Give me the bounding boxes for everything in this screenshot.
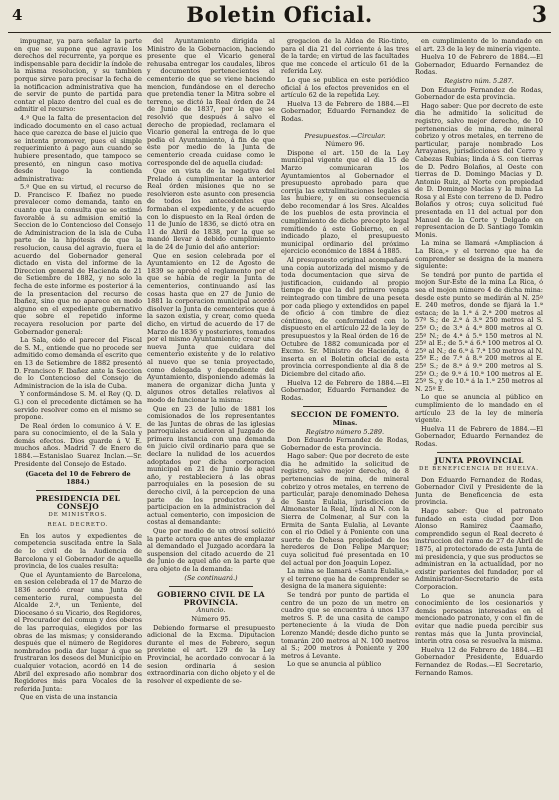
column-1: [14, 38, 142, 794]
budget-heading: Presupuestos.—Circular.: [304, 131, 386, 140]
column-3: [281, 38, 409, 794]
paragraph: Lo que se anuncia al público en cumplimiento de lo mandado en el artículo 23 de la ley de minería vigente.: [415, 393, 543, 425]
paragraph: Hago saber: Que el patronato fundado en esta ciudad por Don Alonso Ramirez Caamaño, comprendido segun el Real decreto é instruccion del ramo de 27 de Abril de 1875, al protectorado de esta Junta de mi presidencia, y que sus productos se administran en la actualidad, por no existir parientes del fundador, por el Administrador-Secretario de esta Corporacion.: [415, 507, 543, 591]
paragraph: gregacion de la Aldea de Rio-tinto, para el dia 21 del corriente á las tres de la tarde; en virtud de las facultades que me concede el artículo 61 de la referida Ley.: [281, 38, 409, 76]
paragraph: Que por medio de un otrosí solicitó la parte actora que antes de emplazar al demandado el Juzgado acordara la suspension del citado acuerdo de 21 de Junio de aquel año en la parte que era objeto de la demanda:: [147, 527, 275, 573]
paragraph: Hago saber: Que por decreto de este dia he admitido la solicitud de registro, salvo mejor derecho, de 8 pertenencias de mina, de mineral cobrizo y otros metales, en terreno de particular, paraje denominado Dehesa de Santa Eulalia, jurisdiccion de Almonaster la Real, linda al N. con la Sierra de Colmenar, al Sur con la Ermita de Santa Eulalia, al Levante con el rio Odiel y á Poniente con una suerte de Dehesa propiedad de los herederos de Don Felipe Marquer; cuya solicitud fué presentada en 10 del actual por don Joaquin Lopez.: [281, 452, 409, 567]
paragraph: Huelva 10 de Febrero de 1884.—El Gobernador, Eduardo Fernandez de Rodas.: [415, 53, 543, 77]
divider: [303, 406, 387, 407]
paragraph: Que el Ayuntamiento de Barcelona, en sesion celebrada el 17 de Marzo de 1836 acordó crear una Junta de cementerio rural, compuesta del Alcalde 2.º, un Teniente, del Diocesano ó su Vicario, dos Regidores, el Procurador del comun y dos oberos de las parroquias, elegidos por las obras de las mismas; y considerando después que el número de Regidores nombrados podia dar lugar á que se frustraran los deseos del Municipio en cualquier votacion, acordó en 14 de Abril del expresado año nombrar dos Regidores más para Vocales de la referida Junta:: [14, 570, 142, 693]
paragraph: Don Eduardo Fernandez de Rodas, Gobernador de esta provincia.: [415, 85, 543, 102]
paragraph: Hago saber: Que por decreto de este dia he admitido la solicitud de registro, salvo mejor derecho, de 10 pertenencias de mina, de mineral cobrizo y otros metales, en terreno de particular, paraje nombrado Los Arrayanes, jurisdicciones del Cerro y Cabezas Rubias; linda á S. con tierras de D. Pedro Bolaños, al Oeste con tierras de D. Domingo Macias y D. Antonio Ruiz, al Norte con propiedad de D. Domingo Macias y la mina La Rosa y al Este con terreno de D. Pedro Bolaños y otros; cuya solicitud fué presentada en 11 del actual por don Manuel de la Corte y Delgado en representacion de D. Santiago Tomkin Monis.: [415, 101, 543, 239]
paragraph: De Real órden lo comunico á V. E. para su conocimiento, el de la Sala y demás efectos. Dios guarde á V. E. muchos años. Madrid 7 de Enero de 1884.—Estanislao Suarez Inclan.—Sr. Presidente del Consejo de Estado.: [14, 421, 142, 468]
number-label: Número 96.: [325, 140, 365, 149]
page-header: [0, 0, 559, 36]
section-heading: PRESIDENCIA DEL CONSEJO: [35, 494, 121, 512]
paragraph: Huelva 12 de Febrero de 1884.—El Gobernador, Eduardo Fernandez de Rodas.: [281, 378, 409, 402]
paragraph: Lo que se anuncia al público: [287, 660, 382, 669]
paragraph: Lo que se publica en este periódico oficial á los efectos prevenidos en el artículo 62 de la repetida Ley.: [281, 75, 409, 100]
paragraph: Don Eduardo Fernandez de Rodas, Gobernador de esta provincia.: [281, 436, 409, 452]
decree-label: REAL DECRETO.: [47, 522, 109, 529]
paragraph: Que en sesion celebrada por el Ayuntamiento en 12 de Agosto de 1839 se aprobó el reglamento por el que se había de regir la Junta de cementerios, continuando así las cosas hasta que en 27 de Junio de 1881 la corporacion municipal acordó disolver la Junta de cementerios que á la sazon existia, y crear, como queda dicho, en virtud de acuerdo de 17 de Marzo de 1836 y posteriores, tomados por el mismo Ayuntamiento; crear una nueva Junta que cuidara del cementerio existente y de lo relativo al nuevo que se tenia proyectado, como delegada y dependiente del Ayuntamiento, disponiendo además la manera de organizar dicha Junta y algunos otros detalles relativos al modo de funcionar la misma:: [147, 251, 275, 404]
paragraph: Se tendrá por punto de partida el centro de un pozo de un metro en cuadro que se encuentra á unos 137 metros S. P. de una casita de campo perteneciente á la viuda de Don Lorenzo Mandé; desde dicho punto se tomarán 200 metros al N. 100 metros al S.; 200 metros á Poniente y 200 metros á Levante.: [281, 590, 409, 660]
paragraph: Debiendo formarse el presupuesto adicional de la Excma. Diputacion durante el mes de Febrero, segun previene el art. 129 de la Ley Provincial, he acordado convocar á la sesion ordinaria á sesion extraordinaria con dicho objeto y el de resolver el expediente de se-: [147, 623, 275, 685]
paragraph: Huelva 13 de Febrero de 1884.—El Gobernador, Eduardo Fernandez de Rodas.: [281, 99, 409, 123]
section-heading: SECCION DE FOMENTO.: [290, 410, 400, 420]
page-number-right: 3: [531, 2, 547, 28]
section-heading: GOBIERNO CIVIL DE LA PROVINCIA.: [157, 590, 265, 607]
paragraph: Huelva 11 de Febrero de 1884.—El Gobernador, Eduardo Fernandez de Rodas.: [415, 424, 543, 448]
paragraph: En los autos y expedientes de competencia suscitada entre la Sala de lo civil de la Audiencia de Barcelona y el Gobernador de aquella provincia, de los cuales resulta:: [14, 531, 142, 571]
paragraph: Se tendrá por punto de partida el mojon Sur-Este de la mina La Rica, ó sea el mojon número 4 de dicha mina: desde este punto se medirán al N. 25º E. 240 metros, donde se fijará la 1.ª estaca; de la 1.ª á 2.ª 200 metros al 57º S.; de 2.ª á 3.ª 250 metros al S. 25º O.; de 3.ª á 4.ª 800 metros al O. 25º N.; de 4.ª á 5.ª 150 metros al N. 25º al E.; de 5.ª á 6.ª 100 metros al O. 25º al N.; de 6.ª á 7.ª 150 metros al N. 25º E.; de 7.ª á 8.ª 200 metros al E. 25º S.; de 8.ª á 9.ª 200 metros al S. 25º O.; de 9.ª á 10.ª 100 metros al E. 25º S., y de 10.ª á la 1.ª 250 metros al N. 25º E.: [415, 270, 543, 393]
paragraph: Dispone el art. 150 de la Ley municipal vigente que el dia 15 de Marzo comunicaran los Ayuntamientos al Gobernador el presupuesto aprobado para que corrija las extralimitaciones legales si las hubiere, y en su consecuencia debo recomendar á los Sres. Alcaldes de los pueblos de esta provincia el cumplimiento de dicho precepto legal remitiendo á este Gobierno, en el indicado plazo, el presupuesto municipal ordinario del próximo ejercicio económico de 1884 á 1885.: [281, 148, 409, 256]
continuation-note: (Se continuará.): [184, 573, 238, 582]
paragraph: Que en vista de una instancia: [20, 693, 118, 702]
paragraph: Y conformándose S. M. el Rey (Q. D. G.) con el precedente dictámen se ha servido resolver como en el mismo se propone.: [14, 390, 142, 422]
column-4: [415, 38, 543, 794]
announcement-label: Anuncio.: [196, 606, 226, 615]
number-label: Número 95.: [191, 614, 231, 623]
paragraph: Al presupuesto original acompañará una copia autorizada del mismo y de toda documentacion que sirva de justificacion, cuidando al propio tiempo de que la del primero venga reintegrado con timbre de una peseta por cada pliego y extendidos en papel de oficio á con timbre de diez céntimos, de conformidad con lo dispuesto en el artículo 22 de la ley de presupuestos y la Real órden de 16 de Octubre de 1882 comunicada por el Excmo. Sr. Ministro de Hacienda, é inserta en el Boletin oficial de esta provincia correspondiente al dia 8 de Diciembre del citado año.: [281, 256, 409, 378]
page-number-left: 4: [12, 6, 23, 24]
paragraph: Huelva 12 de Febrero de 1884.—El Gobernador Presidente, Eduardo Fernandez de Rodas.—El Secretario, Fernando Ramos.: [415, 645, 543, 677]
paragraph: 4.º Que la falta de presentacion del indicado documento en el caso actual hace que carezca de base el juicio que se intenta promover, pues el simple requerimiento á pago aun cuando se hubiere presentado, que tampoco se presentó, en ningun caso motiva desde luego la contienda administrativa:: [14, 113, 142, 183]
gazette-citation: (Gaceta del 10 de Febrero de 1884.): [25, 470, 131, 486]
section-subheading: DE MINISTROS.: [48, 511, 108, 518]
paragraph: 5.º Que en su virtud, el recurso de D. Francisco F. Ibañez no puede prevalecer como demanda, tanto en cuanto que la consulta que se estimó favorable á su admision emitió la Seccion de lo Contencioso del Consejo de Administracion de la isla de Cuba parte de la hipótesis de que la resolucion, causa del agravio, fuera el acuerdo del Gobernador general dictado en vista del informe de la Direccion general de Hacienda de 21 de Setiembre de 1882, y no solo la fecha de este informe es posterior á la de la presentacion del recurso de Ibañez, sino que no aparece en modo alguno en el expediente gubernativo que sobre el repetido informe recayera resolucion por parte del Gobernador general:: [14, 183, 142, 336]
registry-label: Registro núm. 5.287.: [444, 76, 514, 85]
paragraph: Que en vista de la negativa del Prelado á cumplimentar la anterior Real órden misiones que no se resolvieron este asunto con presencia de todos los antecedentes que formaban el expediente, y de acuerdo con lo dispuesto en la Real órden de 11 de Junio de 1836, se dictó otra en 11 de Abril de 1838, por la que se mandó llevar á debido cumplimiento la de 24 de Junio del año anterior:: [147, 167, 275, 252]
section-subheading: DE BENEFICENCIA DE HUELVA.: [418, 466, 540, 473]
paragraph: La Sala, oido el parecer del Fiscal de S. M., entiende que no procede ser admitido como demanda el escrito que en 13 de Setiembre de 1882 presentó D. Francisco F. Ibañez ante la Seccion de lo Contencioso del Consejo de Administracion de la isla de Cuba.: [14, 336, 142, 390]
paragraph: Lo que se anuncia para conocimiento de los cesionarios y demás personas interesadas en el mencionado patronato, y con el fin de evitar que nadie pueda percibir sus rentas más que la Junta provincial, interin otra cosa se resuelva la misma.: [415, 591, 543, 646]
divider: [36, 490, 120, 491]
column-2: [147, 38, 275, 794]
header-rule: [8, 32, 551, 33]
paragraph: Que en 23 de Julio de 1881 los comisionados de los representantes de las Juntas de obras de las iglesias parroquiales acudieron al Juzgado de primera instancia con una demanda en juicio civil ordinario para que se declare la nulidad de los acuerdos adoptados por dicha corporacion municipal en 21 de Junio de aquel año, y restableciera á las obras parroquiales en la posesion de su derecho civil, á la percepcion de una parte de los productos y á participacion en la administracion del actual cementerio, con imposicion de costas al demandante:: [147, 404, 275, 527]
page-title: Boletin Oficial.: [186, 2, 373, 27]
section-heading: JUNTA PROVINCIAL: [434, 456, 524, 466]
divider: [169, 586, 253, 587]
paragraph: impugnar, ya para señalar la parte en que se supone que agravie los derechos del recurrente, ya porque es indispensable para decidir la índole de la misma resolucion, y su tambien porque sirve para precisar la fecha de la notificacion administrativa que ha de servir de punto de partida para contar el plazo dentro del cual es de admitir el recurso:: [14, 38, 142, 114]
paragraph: La mina se llamará «Ampliacion á La Rica,» y el terreno que ha de comprender se designa de la manera siguiente:: [415, 239, 543, 271]
paragraph: del Ayuntamiento dirigida al Ministro de la Gobernacion, haciendo presente que el Vicario general rehusaba entregar los caudales, libros y documentos pertenecientes al cementerio de que se viene haciendo mencion, fundándose en el derecho que pretendia tener la Mitra sobre el terreno, se dictó la Real órden de 24 de Junio de 1837, por la que se resolvió que después á salvo el derecho de propiedad, reclamara el Vicario general la entrega de lo que pedia el Ayuntamiento, á fin de que éste por medio de la Junta de cementerio creada cuidase como le corresponde del de aquella ciudad:: [147, 38, 275, 167]
paragraph: Don Eduardo Fernandez de Rodas, Gobernador Civil y Presidente de la Junta de Beneficencia de esta provincia.: [415, 475, 543, 507]
paragraph: La mina se llamará «Santa Eulalia,» y el terreno que ha de comprender se designa de la manera siguiente:: [281, 567, 409, 591]
divider: [437, 452, 521, 453]
mines-heading: Minas.: [332, 418, 358, 427]
paragraph: en cumplimiento de lo mandado en el art. 23 de la ley de minería vigente.: [415, 38, 543, 53]
registry-label: Registro número 5.289.: [305, 427, 385, 436]
